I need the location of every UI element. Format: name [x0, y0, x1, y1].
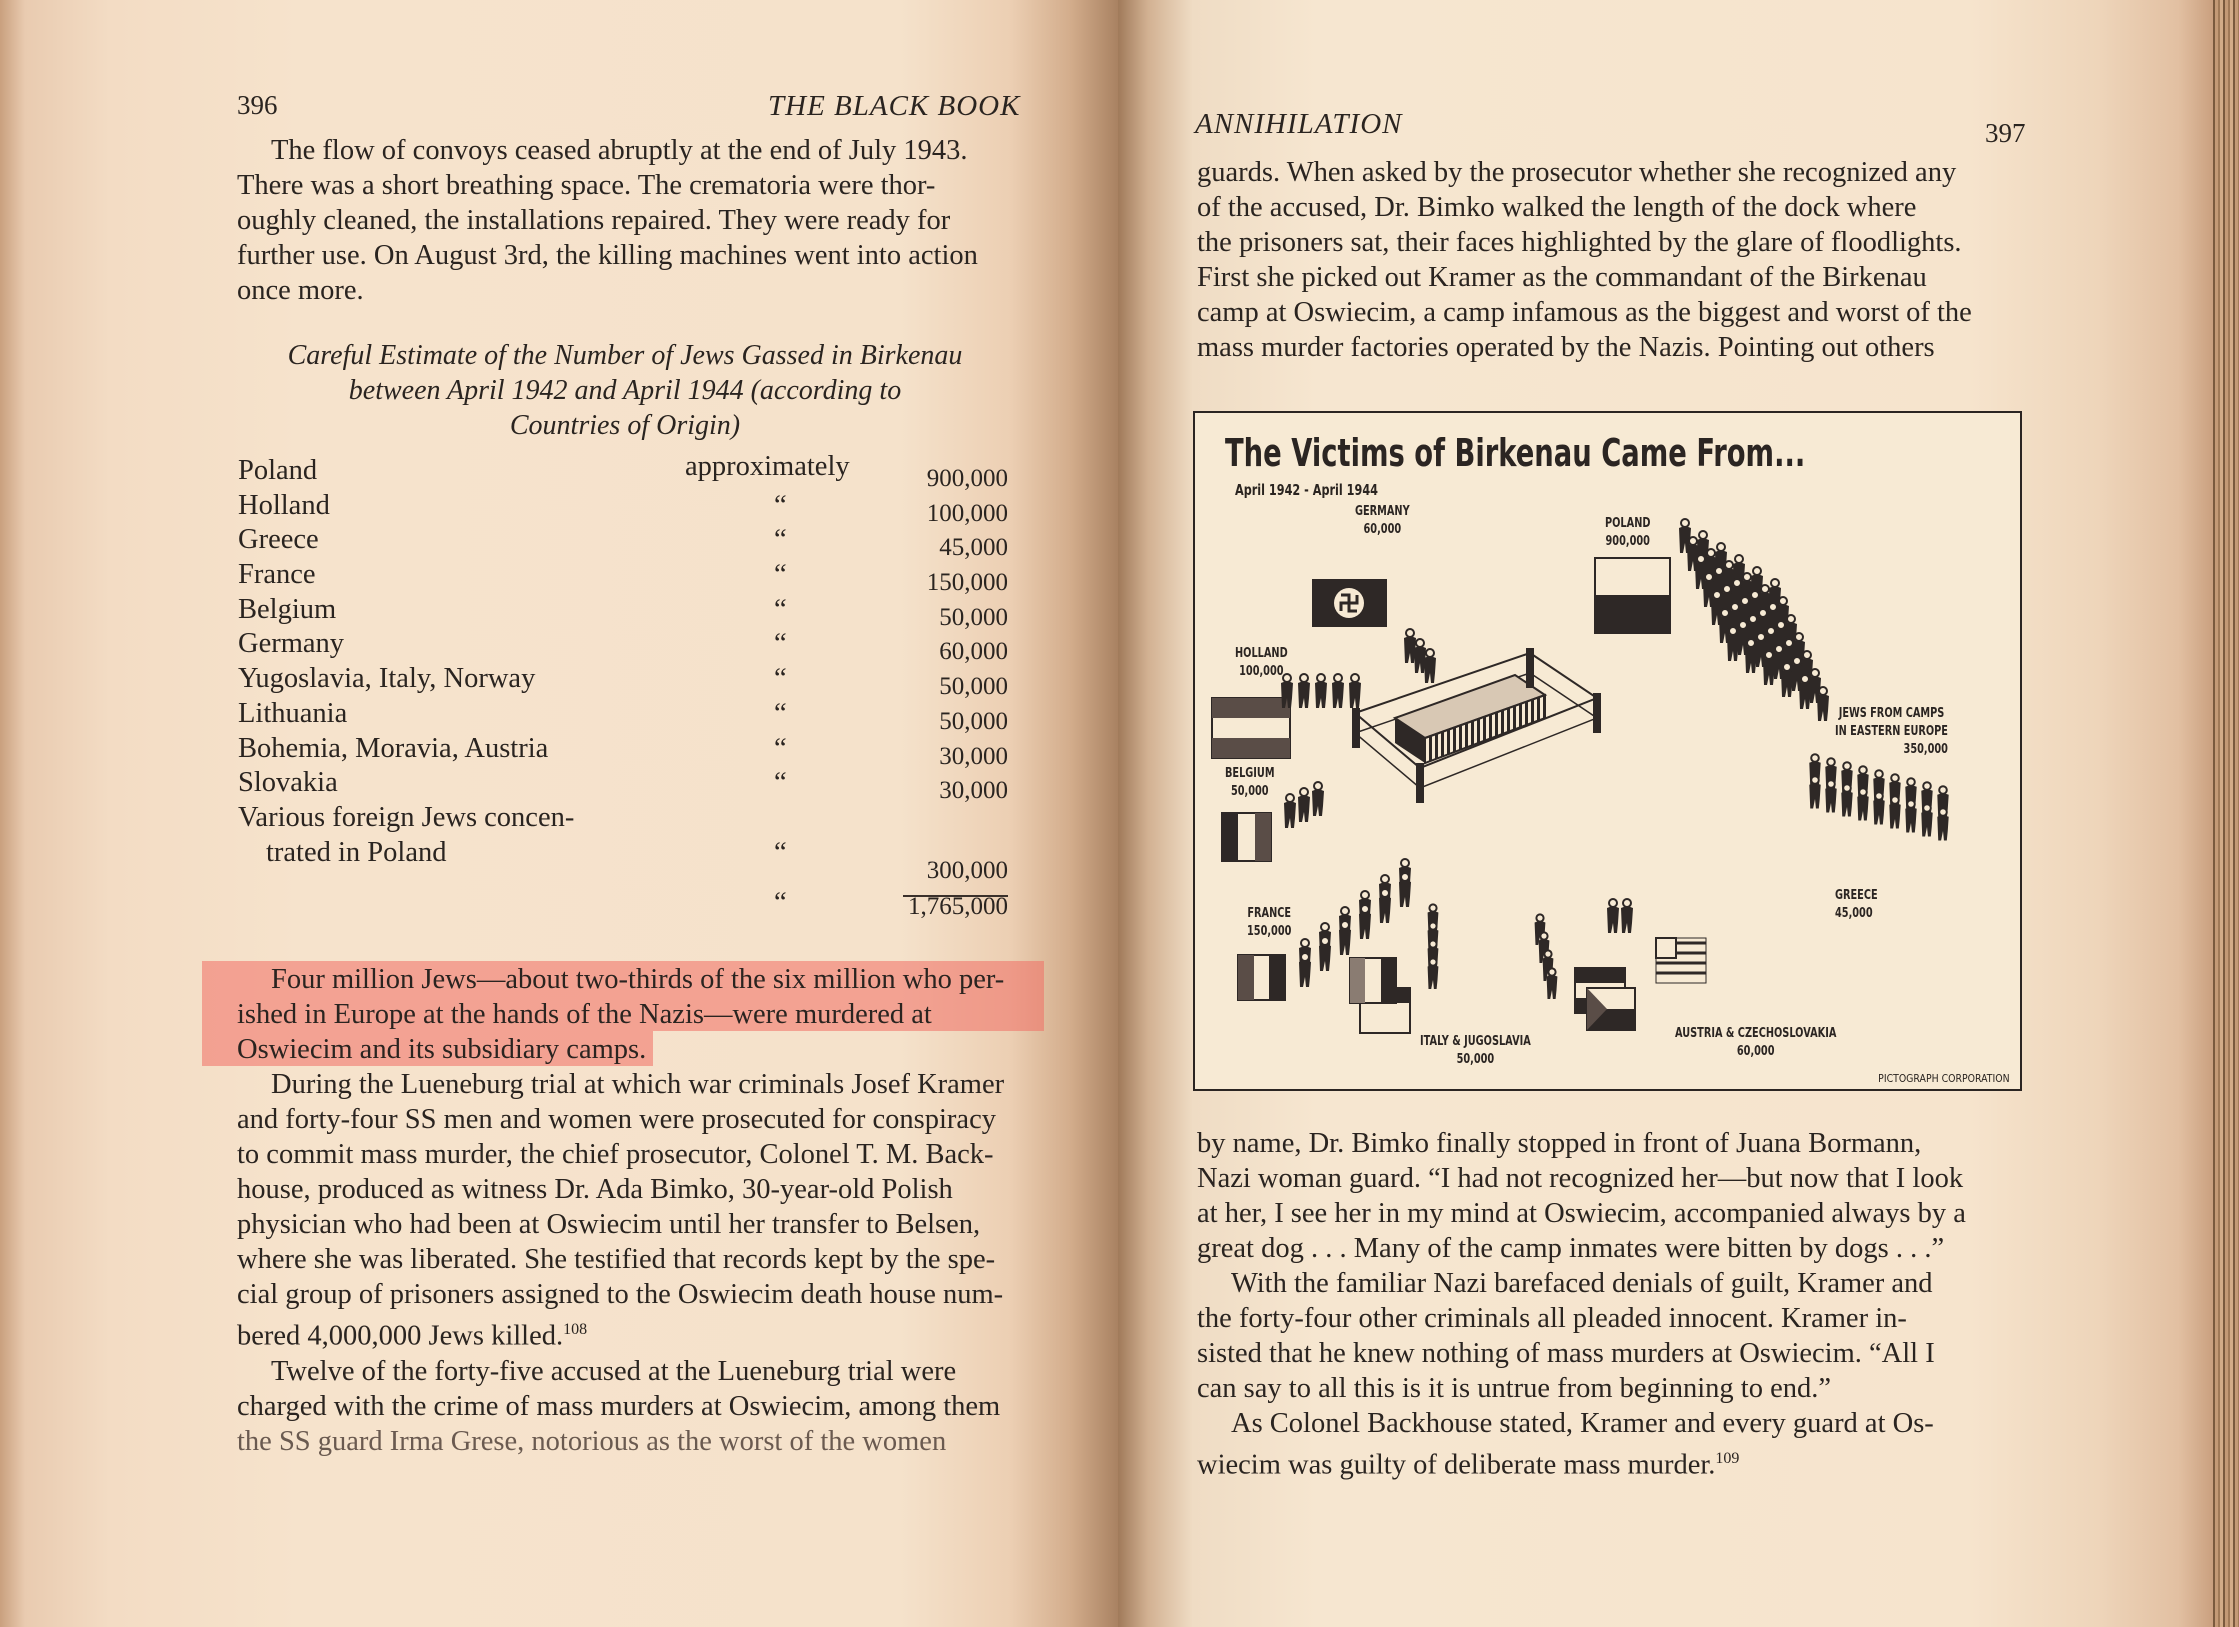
- person-icon: [1749, 615, 1757, 623]
- holland-flag-icon: [1212, 698, 1290, 758]
- person-icon: [1793, 657, 1801, 665]
- group-value: 50,000: [1456, 1052, 1495, 1067]
- text-line: the SS guard Irma Grese, notorious as the worst of the women: [237, 1425, 947, 1457]
- text-line: The flow of convoys ceased abruptly at the end of July 1943.: [271, 135, 968, 166]
- camp-barracks-icon: [1352, 648, 1601, 803]
- text-line: the prisoners sat, their faces highlighted by the glare of floodlights.: [1197, 227, 1962, 258]
- person-icon: [1429, 904, 1436, 911]
- person-icon: [1843, 784, 1851, 792]
- country-cell: France: [238, 559, 316, 591]
- text-line: the forty-four other criminals all pleaded innocent. Kramer in-: [1197, 1303, 1907, 1334]
- text-line: ished in Europe at the hands of the Nazis—were murdered at: [237, 999, 932, 1030]
- person-icon: [1811, 754, 1819, 762]
- label-holland: [1235, 645, 1288, 681]
- text-line: Four million Jews—about two-thirds of the six million who per-: [271, 964, 1005, 995]
- paragraph-convoys: [237, 133, 1037, 308]
- qualifier-cell: “: [774, 593, 787, 625]
- person-icon: [1699, 531, 1707, 539]
- table-row: [238, 698, 1008, 733]
- person-icon: [1741, 597, 1749, 605]
- footnote-ref: 108: [563, 1321, 588, 1338]
- text-line: There was a short breathing space. The crematoria were thor-: [237, 170, 936, 201]
- value-cell: 300,000: [926, 856, 1008, 884]
- person-icon: [1721, 609, 1729, 617]
- person-icon: [1416, 639, 1424, 647]
- person-icon: [1759, 609, 1767, 617]
- person-icon: [1312, 790, 1324, 817]
- text-line: by name, Dr. Bimko finally stopped in front of Juana Bormann,: [1197, 1128, 1922, 1159]
- person-icon: [1379, 897, 1391, 924]
- table-row: [238, 663, 1008, 701]
- person-icon: [1681, 519, 1689, 527]
- person-icon: [1548, 968, 1555, 975]
- person-icon: [1771, 579, 1779, 587]
- poland-flag-icon: [1595, 558, 1670, 633]
- country-cell: Yugoslavia, Italy, Norway: [238, 663, 536, 695]
- person-icon: [1359, 913, 1371, 940]
- person-icon: [1761, 585, 1769, 593]
- person-icon: [1785, 639, 1793, 647]
- person-icon: [1339, 929, 1351, 956]
- paragraph-highlighted: [237, 962, 1037, 1067]
- country-cell: Various foreign Jews concen-: [238, 801, 575, 833]
- text-line-content: wiecim was guilty of deliberate mass murder.: [1197, 1449, 1716, 1481]
- person-icon: [1799, 683, 1811, 710]
- figure-credit: PICTOGRAPH CORPORATION: [1878, 1072, 2010, 1085]
- person-icon: [1725, 561, 1733, 569]
- person-icon: [1321, 923, 1329, 931]
- person-icon: [1429, 940, 1436, 947]
- person-icon: [1857, 795, 1868, 820]
- value-cell: 50,000: [939, 603, 1008, 631]
- austria-czech-flag-icon: [1575, 968, 1635, 1030]
- france-flag-icon: [1238, 955, 1285, 1000]
- country-cell: Slovakia: [238, 767, 338, 799]
- person-icon: [1314, 782, 1322, 790]
- person-icon: [1841, 791, 1852, 816]
- text-line: guards. When asked by the prosecutor whether she recognized any: [1197, 157, 1957, 188]
- table-row: [238, 451, 1008, 492]
- figure-title: The Victims of Birkenau Came From...: [1225, 431, 1806, 475]
- qualifier-cell: “: [774, 732, 787, 764]
- caption-line: between April 1942 and April 1944 (according to: [348, 375, 902, 406]
- person-icon: [1717, 543, 1725, 551]
- person-icon: [1937, 815, 1948, 840]
- person-icon: [1697, 555, 1705, 563]
- person-icon: [1779, 597, 1787, 605]
- text-line: Nazi woman guard. “I had not recognized her—but now that I look: [1197, 1163, 1964, 1194]
- pictograph-figure: [1193, 411, 2022, 1091]
- person-icon: [1923, 782, 1931, 790]
- person-icon: [1300, 788, 1308, 796]
- table-row: [238, 594, 1008, 629]
- person-icon: [1321, 937, 1329, 945]
- person-icon: [1907, 778, 1915, 786]
- person-icon: [1300, 674, 1308, 682]
- label-eastern-europe: [1835, 705, 1948, 759]
- page-number-right: 397: [1985, 118, 2026, 148]
- person-icon: [1334, 674, 1342, 682]
- text-line: further use. On August 3rd, the killing machines went into action: [237, 240, 978, 271]
- person-icon: [1689, 537, 1697, 545]
- person-icon: [1729, 627, 1737, 635]
- person-icon: [1428, 965, 1439, 989]
- person-icon: [1923, 804, 1931, 812]
- group-value: 50,000: [1230, 784, 1269, 799]
- person-icon: [1727, 635, 1739, 662]
- person-icon: [1286, 794, 1294, 802]
- person-icon: [1351, 674, 1359, 682]
- text-line: of the accused, Dr. Bimko walked the length of the dock where: [1197, 192, 1917, 223]
- person-icon: [1723, 585, 1731, 593]
- group-name: BELGIUM: [1225, 766, 1275, 781]
- person-icon: [1859, 766, 1867, 774]
- group-value: 60,000: [1363, 522, 1402, 537]
- text-line: [1197, 1441, 2025, 1483]
- person-icon: [1429, 922, 1436, 929]
- person-icon: [1733, 579, 1741, 587]
- value-cell: 60,000: [939, 638, 1008, 666]
- person-icon: [1747, 639, 1755, 647]
- country-cell: Poland: [238, 455, 318, 486]
- person-icon: [1921, 811, 1932, 836]
- greece-flag-icon: [1656, 938, 1706, 983]
- label-belgium: [1225, 765, 1275, 801]
- qualifier-cell: “: [774, 767, 787, 799]
- person-icon: [1819, 687, 1827, 695]
- text-line: [237, 1312, 1037, 1354]
- person-icon: [1406, 629, 1414, 637]
- text-line: cial group of prisoners assigned to the Oswiecim death house num-: [237, 1279, 1004, 1310]
- person-icon: [1767, 627, 1775, 635]
- label-italy-jugoslavia: [1420, 1033, 1531, 1069]
- text-line: Twelve of the forty-five accused at the Lueneburg trial were: [271, 1355, 957, 1387]
- person-icon: [1381, 889, 1389, 897]
- person-icon: [1284, 802, 1296, 829]
- group-name: GERMANY: [1355, 504, 1410, 519]
- person-icon: [1751, 591, 1759, 599]
- person-icon: [1540, 932, 1547, 939]
- qualifier-cell: “: [774, 663, 787, 695]
- value-cell: 30,000: [939, 777, 1008, 805]
- caption-line: Countries of Origin): [509, 410, 741, 441]
- person-icon: [1939, 808, 1947, 816]
- qualifier-cell: “: [774, 489, 787, 521]
- person-icon: [1809, 783, 1820, 808]
- person-icon: [1341, 921, 1349, 929]
- person-icon: [1825, 787, 1836, 812]
- person-icon: [1905, 807, 1916, 832]
- group-value: 900,000: [1605, 534, 1650, 549]
- qualifier-cell: “: [774, 697, 787, 729]
- person-icon: [1769, 603, 1777, 611]
- table-row: [238, 733, 1008, 768]
- group-name: IN EASTERN EUROPE: [1835, 724, 1948, 739]
- estimate-table: [238, 451, 1008, 920]
- germany-flag-icon: [1312, 579, 1387, 627]
- table-row: [238, 767, 1008, 805]
- text-line: During the Lueneburg trial at which war criminals Josef Kramer: [271, 1069, 1005, 1100]
- left-page: [0, 0, 1118, 1627]
- table-row: [238, 837, 1008, 883]
- value-cell: 150,000: [926, 569, 1008, 597]
- person-icon: [1875, 770, 1883, 778]
- country-cell: Belgium: [238, 593, 337, 625]
- page-number-left: 396: [237, 90, 278, 120]
- qualifier-cell: “: [774, 886, 787, 918]
- person-icon: [1429, 958, 1436, 965]
- caption-line: Careful Estimate of the Number of Jews Gassed in Birkenau: [287, 340, 963, 371]
- person-icon: [1298, 682, 1310, 709]
- person-icon: [1745, 647, 1757, 674]
- paragraph-lueneburg: [237, 1067, 1037, 1459]
- value-cell: 45,000: [939, 534, 1008, 562]
- person-icon: [1801, 675, 1809, 683]
- qualifier-cell: “: [774, 628, 787, 660]
- italy-jugoslavia-flag-icon: [1350, 958, 1410, 1033]
- text-line: where she was liberated. She testified that records kept by the spe-: [237, 1244, 996, 1275]
- text-line: camp at Oswiecim, a camp infamous as the biggest and worst of the: [1197, 297, 1972, 328]
- person-icon: [1426, 649, 1434, 657]
- group-name: FRANCE: [1247, 906, 1292, 921]
- figure-subtitle: April 1942 - April 1944: [1235, 481, 1379, 499]
- person-icon: [1859, 788, 1867, 796]
- qualifier-cell: approximately: [685, 451, 850, 482]
- person-icon: [1547, 975, 1558, 999]
- text-line: to commit mass murder, the chief prosecutor, Colonel T. M. Back-: [237, 1139, 994, 1170]
- table-row: [238, 524, 1008, 562]
- person-icon: [1381, 875, 1389, 883]
- person-icon: [1349, 682, 1361, 709]
- person-icon: [1777, 621, 1785, 629]
- person-icon: [1607, 907, 1619, 934]
- text-line: sisted that he knew nothing of mass murders at Oswiecim. “All I: [1197, 1338, 1935, 1369]
- person-icon: [1843, 762, 1851, 770]
- text-line: charged with the crime of mass murders at Oswiecim, among them: [237, 1390, 1001, 1422]
- person-icon: [1731, 603, 1739, 611]
- person-icon: [1361, 905, 1369, 913]
- person-icon: [1765, 651, 1773, 659]
- person-icon: [1811, 776, 1819, 784]
- country-cell: Germany: [238, 628, 345, 660]
- text-line: mass murder factories operated by the Nazis. Pointing out others: [1197, 332, 1935, 363]
- qualifier-cell: “: [774, 524, 787, 556]
- person-icon: [1315, 682, 1327, 709]
- person-icon: [1787, 615, 1795, 623]
- paragraph-guards: [1197, 155, 2025, 365]
- label-greece: [1835, 887, 1878, 923]
- table-row: [238, 490, 1008, 525]
- group-name: ITALY & JUGOSLAVIA: [1420, 1034, 1531, 1049]
- person-icon: [1301, 939, 1309, 947]
- value-cell: 900,000: [926, 465, 1008, 492]
- person-icon: [1298, 796, 1310, 823]
- total-value: 1,765,000: [908, 892, 1008, 920]
- group-value: 100,000: [1239, 664, 1284, 679]
- text-line: physician who had been at Oswiecim until her transfer to Belsen,: [237, 1209, 981, 1240]
- person-icon: [1341, 907, 1349, 915]
- table-caption: [235, 338, 1015, 443]
- label-france: [1247, 905, 1291, 941]
- group-value: 150,000: [1247, 924, 1292, 939]
- table-row: [238, 802, 1008, 837]
- book-edge-right: [2213, 0, 2239, 1627]
- person-icon: [1763, 659, 1775, 686]
- person-icon: [1889, 803, 1900, 828]
- person-icon: [1743, 573, 1751, 581]
- person-icon: [1939, 786, 1947, 794]
- country-cell: Greece: [238, 524, 319, 556]
- person-icon: [1875, 792, 1883, 800]
- table-row: [238, 628, 1008, 666]
- person-icon: [1753, 567, 1761, 575]
- group-name: GREECE: [1835, 888, 1878, 903]
- person-icon: [1811, 669, 1819, 677]
- person-icon: [1621, 907, 1633, 934]
- country-cell: Lithuania: [238, 697, 348, 729]
- person-icon: [1301, 953, 1309, 961]
- person-icon: [1536, 914, 1543, 921]
- person-icon: [1401, 873, 1409, 881]
- person-icon: [1827, 780, 1835, 788]
- country-cell: Holland: [238, 489, 330, 521]
- country-cell: Bohemia, Moravia, Austria: [238, 732, 549, 764]
- text-line: great dog . . . Many of the camp inmates were bitten by dogs . . .”: [1197, 1233, 1945, 1264]
- text-line: With the familiar Nazi barefaced denials of guilt, Kramer and: [1231, 1268, 1933, 1299]
- person-icon: [1332, 682, 1344, 709]
- value-cell: 30,000: [939, 742, 1008, 770]
- footnote-ref: 109: [1715, 1450, 1740, 1467]
- person-icon: [1739, 621, 1747, 629]
- person-icon: [1623, 899, 1631, 907]
- group-name: AUSTRIA & CZECHOSLOVAKIA: [1675, 1026, 1837, 1041]
- person-icon: [1817, 695, 1829, 722]
- group-name: POLAND: [1605, 516, 1651, 531]
- text-line-content: bered 4,000,000 Jews killed.: [237, 1320, 564, 1352]
- running-head-left: THE BLACK BOOK: [768, 90, 1021, 122]
- country-cell: trated in Poland: [266, 836, 447, 868]
- person-icon: [1907, 800, 1915, 808]
- person-icon: [1715, 567, 1723, 575]
- text-line: house, produced as witness Dr. Ada Bimko, 30-year-old Polish: [237, 1174, 953, 1205]
- label-austria-czechoslovakia: [1675, 1025, 1836, 1061]
- person-icon: [1783, 663, 1791, 671]
- person-icon: [1399, 881, 1411, 908]
- value-cell: 50,000: [939, 707, 1008, 735]
- value-cell: 50,000: [939, 673, 1008, 701]
- person-icon: [1319, 945, 1331, 972]
- belgium-flag-icon: [1222, 813, 1271, 861]
- text-line: As Colonel Backhouse stated, Kramer and every guard at Os-: [1231, 1408, 1934, 1439]
- person-icon: [1803, 651, 1811, 659]
- paragraph-bormann: [1197, 1126, 2025, 1483]
- person-icon: [1873, 799, 1884, 824]
- person-icon: [1299, 961, 1311, 988]
- qualifier-cell: “: [774, 836, 787, 868]
- table-row: [238, 559, 1008, 597]
- person-icon: [1757, 633, 1765, 641]
- person-icon: [1424, 657, 1436, 684]
- text-line: can say to all this is it is untrue from beginning to end.”: [1197, 1373, 1832, 1404]
- person-icon: [1827, 758, 1835, 766]
- group-value: 350,000: [1903, 742, 1948, 757]
- table-total-row: [238, 883, 1008, 918]
- person-icon: [1891, 774, 1899, 782]
- person-icon: [1705, 573, 1713, 581]
- person-icon: [1361, 891, 1369, 899]
- running-head-right: ANNIHILATION: [1195, 108, 1403, 140]
- person-icon: [1609, 899, 1617, 907]
- person-icon: [1707, 549, 1715, 557]
- person-icon: [1781, 671, 1793, 698]
- person-icon: [1795, 633, 1803, 641]
- text-line: Oswiecim and its subsidiary camps.: [237, 1034, 647, 1065]
- text-line: First she picked out Kramer as the commandant of the Birkenau: [1197, 262, 1927, 293]
- value-cell: 100,000: [926, 499, 1008, 527]
- text-line: oughly cleaned, the installations repaired. They were ready for: [237, 205, 951, 236]
- text-line: and forty-four SS men and women were prosecuted for conspiracy: [237, 1104, 996, 1135]
- group-value: 60,000: [1736, 1044, 1775, 1059]
- label-poland: [1605, 515, 1650, 551]
- person-icon: [1775, 645, 1783, 653]
- person-icon: [1317, 674, 1325, 682]
- qualifier-cell: “: [774, 559, 787, 591]
- group-name: HOLLAND: [1235, 646, 1288, 661]
- person-icon: [1401, 859, 1409, 867]
- person-icon: [1544, 950, 1551, 957]
- person-icon: [1713, 591, 1721, 599]
- label-germany: [1355, 503, 1410, 539]
- person-icon: [1891, 796, 1899, 804]
- text-line: at her, I see her in my mind at Oswiecim, accompanied always by a: [1197, 1198, 1966, 1229]
- text-line: once more.: [237, 275, 364, 306]
- group-name: JEWS FROM CAMPS: [1838, 706, 1945, 721]
- group-value: 45,000: [1835, 906, 1873, 921]
- person-icon: [1735, 555, 1743, 563]
